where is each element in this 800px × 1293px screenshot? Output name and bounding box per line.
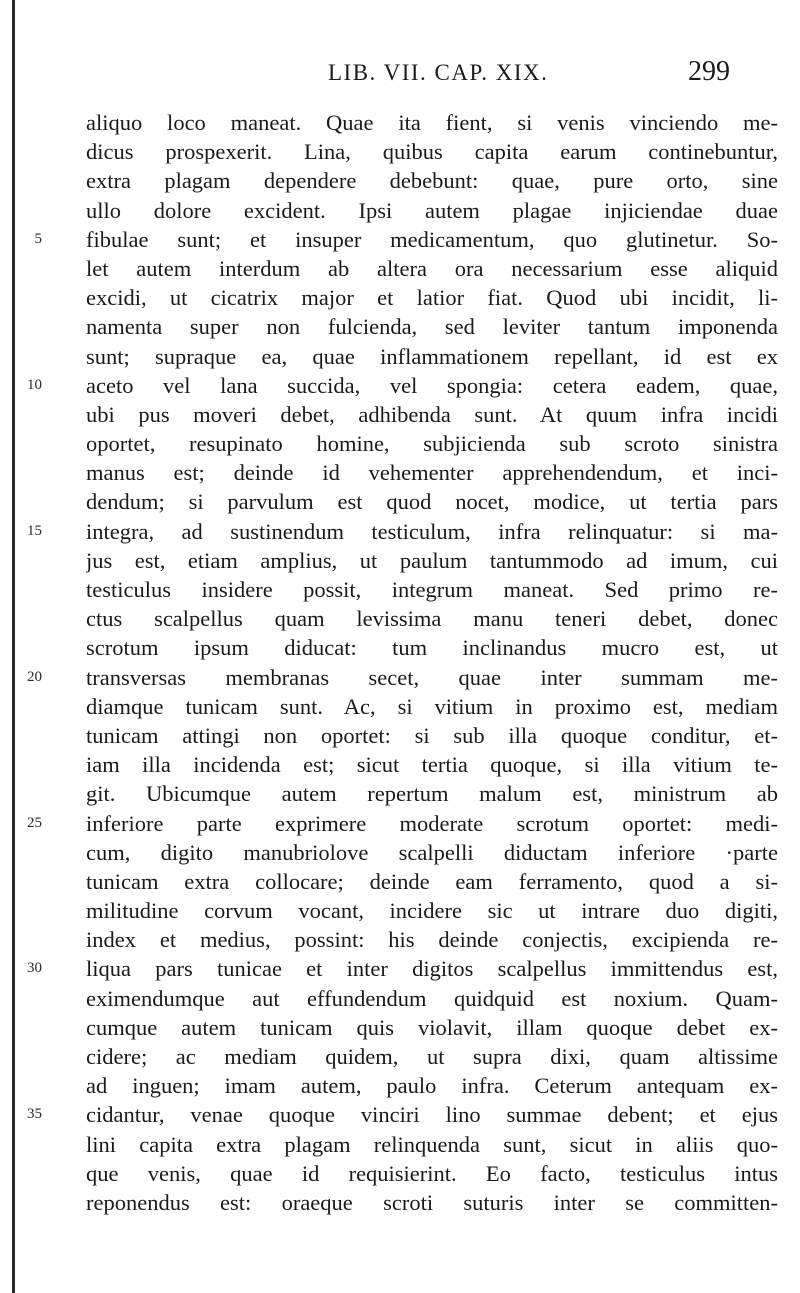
text-line xyxy=(86,1071,778,1100)
text-line xyxy=(86,254,778,283)
text-line xyxy=(86,633,778,662)
text-line xyxy=(27,517,778,546)
line-text: excidi, ut cicatrix major et latior fiat. Quod ubi incidit, li- xyxy=(86,285,778,311)
line-number: 15 xyxy=(27,522,42,539)
text-line xyxy=(86,166,778,195)
text-line xyxy=(86,342,778,371)
line-text: sunt; supraque ea, quae inflammationem repellant, id est ex xyxy=(86,343,778,369)
line-text: cidere; ac mediam quidem, ut supra dixi, quam altissime xyxy=(86,1044,778,1069)
text-line xyxy=(86,283,778,312)
text-line xyxy=(86,546,778,575)
line-text: ubi pus moveri debet, adhibenda sunt. At quum infra incidi xyxy=(86,401,778,427)
text-line xyxy=(86,867,778,896)
text-line xyxy=(86,487,778,516)
line-text: extra plagam dependere debebunt: quae, pure orto, sine xyxy=(86,168,778,194)
line-text: cum, digito manubriolove scalpelli diductam inferiore ·parte xyxy=(86,839,778,865)
text-line xyxy=(27,809,778,838)
text-line xyxy=(27,1100,778,1129)
line-text: jus est, etiam amplius, ut paulum tantummodo ad imum, cui xyxy=(86,547,778,573)
text-line xyxy=(86,400,778,429)
text-line xyxy=(34,225,778,254)
line-text: inferiore parte exprimere moderate scrotum oportet: medi- xyxy=(86,810,778,836)
text-line xyxy=(86,458,778,487)
text-line xyxy=(86,779,778,808)
line-text: let autem interdum ab altera ora necessarium esse aliquid xyxy=(86,255,778,281)
line-text: eximendumque aut effundendum quidquid est noxium. Quam- xyxy=(86,985,778,1011)
text-line xyxy=(86,429,778,458)
text-line xyxy=(86,137,778,166)
line-text: fibulae sunt; et insuper medicamentum, quo glutinetur. So- xyxy=(86,226,778,252)
page-edge-rule xyxy=(12,0,15,1293)
line-text: diamque tunicam sunt. Ac, si vitium in proximo est, mediam xyxy=(86,693,778,719)
line-number: 25 xyxy=(27,814,42,831)
line-text: integra, ad sustinendum testiculum, infra relinquatur: si ma- xyxy=(86,518,778,544)
text-line xyxy=(86,925,778,954)
line-text: liqua pars tunicae et inter digitos scalpellus immittendus est, xyxy=(86,956,778,982)
line-text: dendum; si parvulum est quod nocet, modice, ut tertia pars xyxy=(86,489,778,515)
line-text: que venis, quae id requisierint. Eo facto, testiculus intus xyxy=(86,1160,778,1186)
text-line xyxy=(27,663,778,692)
line-text: tunicam attingi non oportet: si sub illa quoque conditur, et- xyxy=(86,722,778,748)
line-text: aceto vel lana succida, vel spongia: cetera eadem, quae, xyxy=(86,372,778,398)
page-header xyxy=(0,58,800,98)
page-number: 299 xyxy=(688,56,730,87)
line-text: lini capita extra plagam relinquenda sunt, sicut in aliis quo- xyxy=(86,1131,778,1157)
line-text: dicus prospexerit. Lina, quibus capita earum continebuntur, xyxy=(86,139,778,165)
text-line xyxy=(86,984,778,1013)
line-text: ctus scalpellus quam levissima manu teneri debet, donec xyxy=(86,606,778,632)
line-text: ullo dolore excident. Ipsi autem plagae injiciendae duae xyxy=(86,197,778,223)
text-line xyxy=(86,312,778,341)
text-line xyxy=(86,750,778,779)
text-line xyxy=(86,692,778,721)
text-line xyxy=(27,954,778,983)
line-number: 35 xyxy=(27,1106,42,1123)
text-line xyxy=(86,896,778,925)
text-line xyxy=(86,838,778,867)
line-text: manus est; deinde id vehementer apprehendendum, et inci- xyxy=(86,460,778,486)
line-text: transversas membranas secet, quae inter summam me- xyxy=(86,664,778,690)
line-text: militudine corvum vocant, incidere sic ut intrare duo digiti, xyxy=(86,898,778,924)
line-number: 10 xyxy=(27,376,42,393)
line-number: 20 xyxy=(27,668,42,685)
line-text: testiculus insidere possit, integrum maneat. Sed primo re- xyxy=(86,577,778,602)
text-line xyxy=(86,575,778,604)
text-line xyxy=(86,196,778,225)
line-text: cidantur, venae quoque vinciri lino summae debent; et ejus xyxy=(86,1102,778,1128)
text-line xyxy=(86,108,778,137)
line-text: cumque autem tunicam quis violavit, illam quoque debet ex- xyxy=(86,1014,778,1040)
line-text: namenta super non fulcienda, sed leviter tantum imponenda xyxy=(86,314,778,340)
text-line xyxy=(86,1159,778,1188)
line-text: tunicam extra collocare; deinde eam ferramento, quod a si- xyxy=(86,868,778,894)
line-text: ad inguen; imam autem, paulo infra. Ceterum antequam ex- xyxy=(86,1073,778,1099)
running-title: LIB. VII. CAP. XIX. xyxy=(328,60,549,85)
text-line xyxy=(86,1042,778,1071)
text-line xyxy=(86,604,778,633)
line-text: git. Ubicumque autem repertum malum est, ministrum ab xyxy=(86,781,778,807)
line-text: index et medius, possint: his deinde conjectis, excipienda re- xyxy=(86,927,778,953)
text-line xyxy=(86,1013,778,1042)
line-text: oportet, resupinato homine, subjicienda sub scroto sinistra xyxy=(86,431,778,457)
text-line xyxy=(86,1188,778,1217)
line-text: scrotum ipsum diducat: tum inclinandus mucro est, ut xyxy=(86,635,778,661)
text-line xyxy=(86,721,778,750)
body-text xyxy=(27,108,778,1217)
text-line xyxy=(27,371,778,400)
line-number: 5 xyxy=(34,230,42,247)
line-text: aliquo loco maneat. Quae ita fient, si venis vinciendo me- xyxy=(86,110,778,135)
line-number: 30 xyxy=(27,960,42,977)
text-line xyxy=(86,1130,778,1159)
line-text: iam illa incidenda est; sicut tertia quoque, si illa vitium te- xyxy=(86,752,778,778)
line-text: reponendus est: oraeque scroti suturis inter se committen- xyxy=(86,1189,778,1215)
